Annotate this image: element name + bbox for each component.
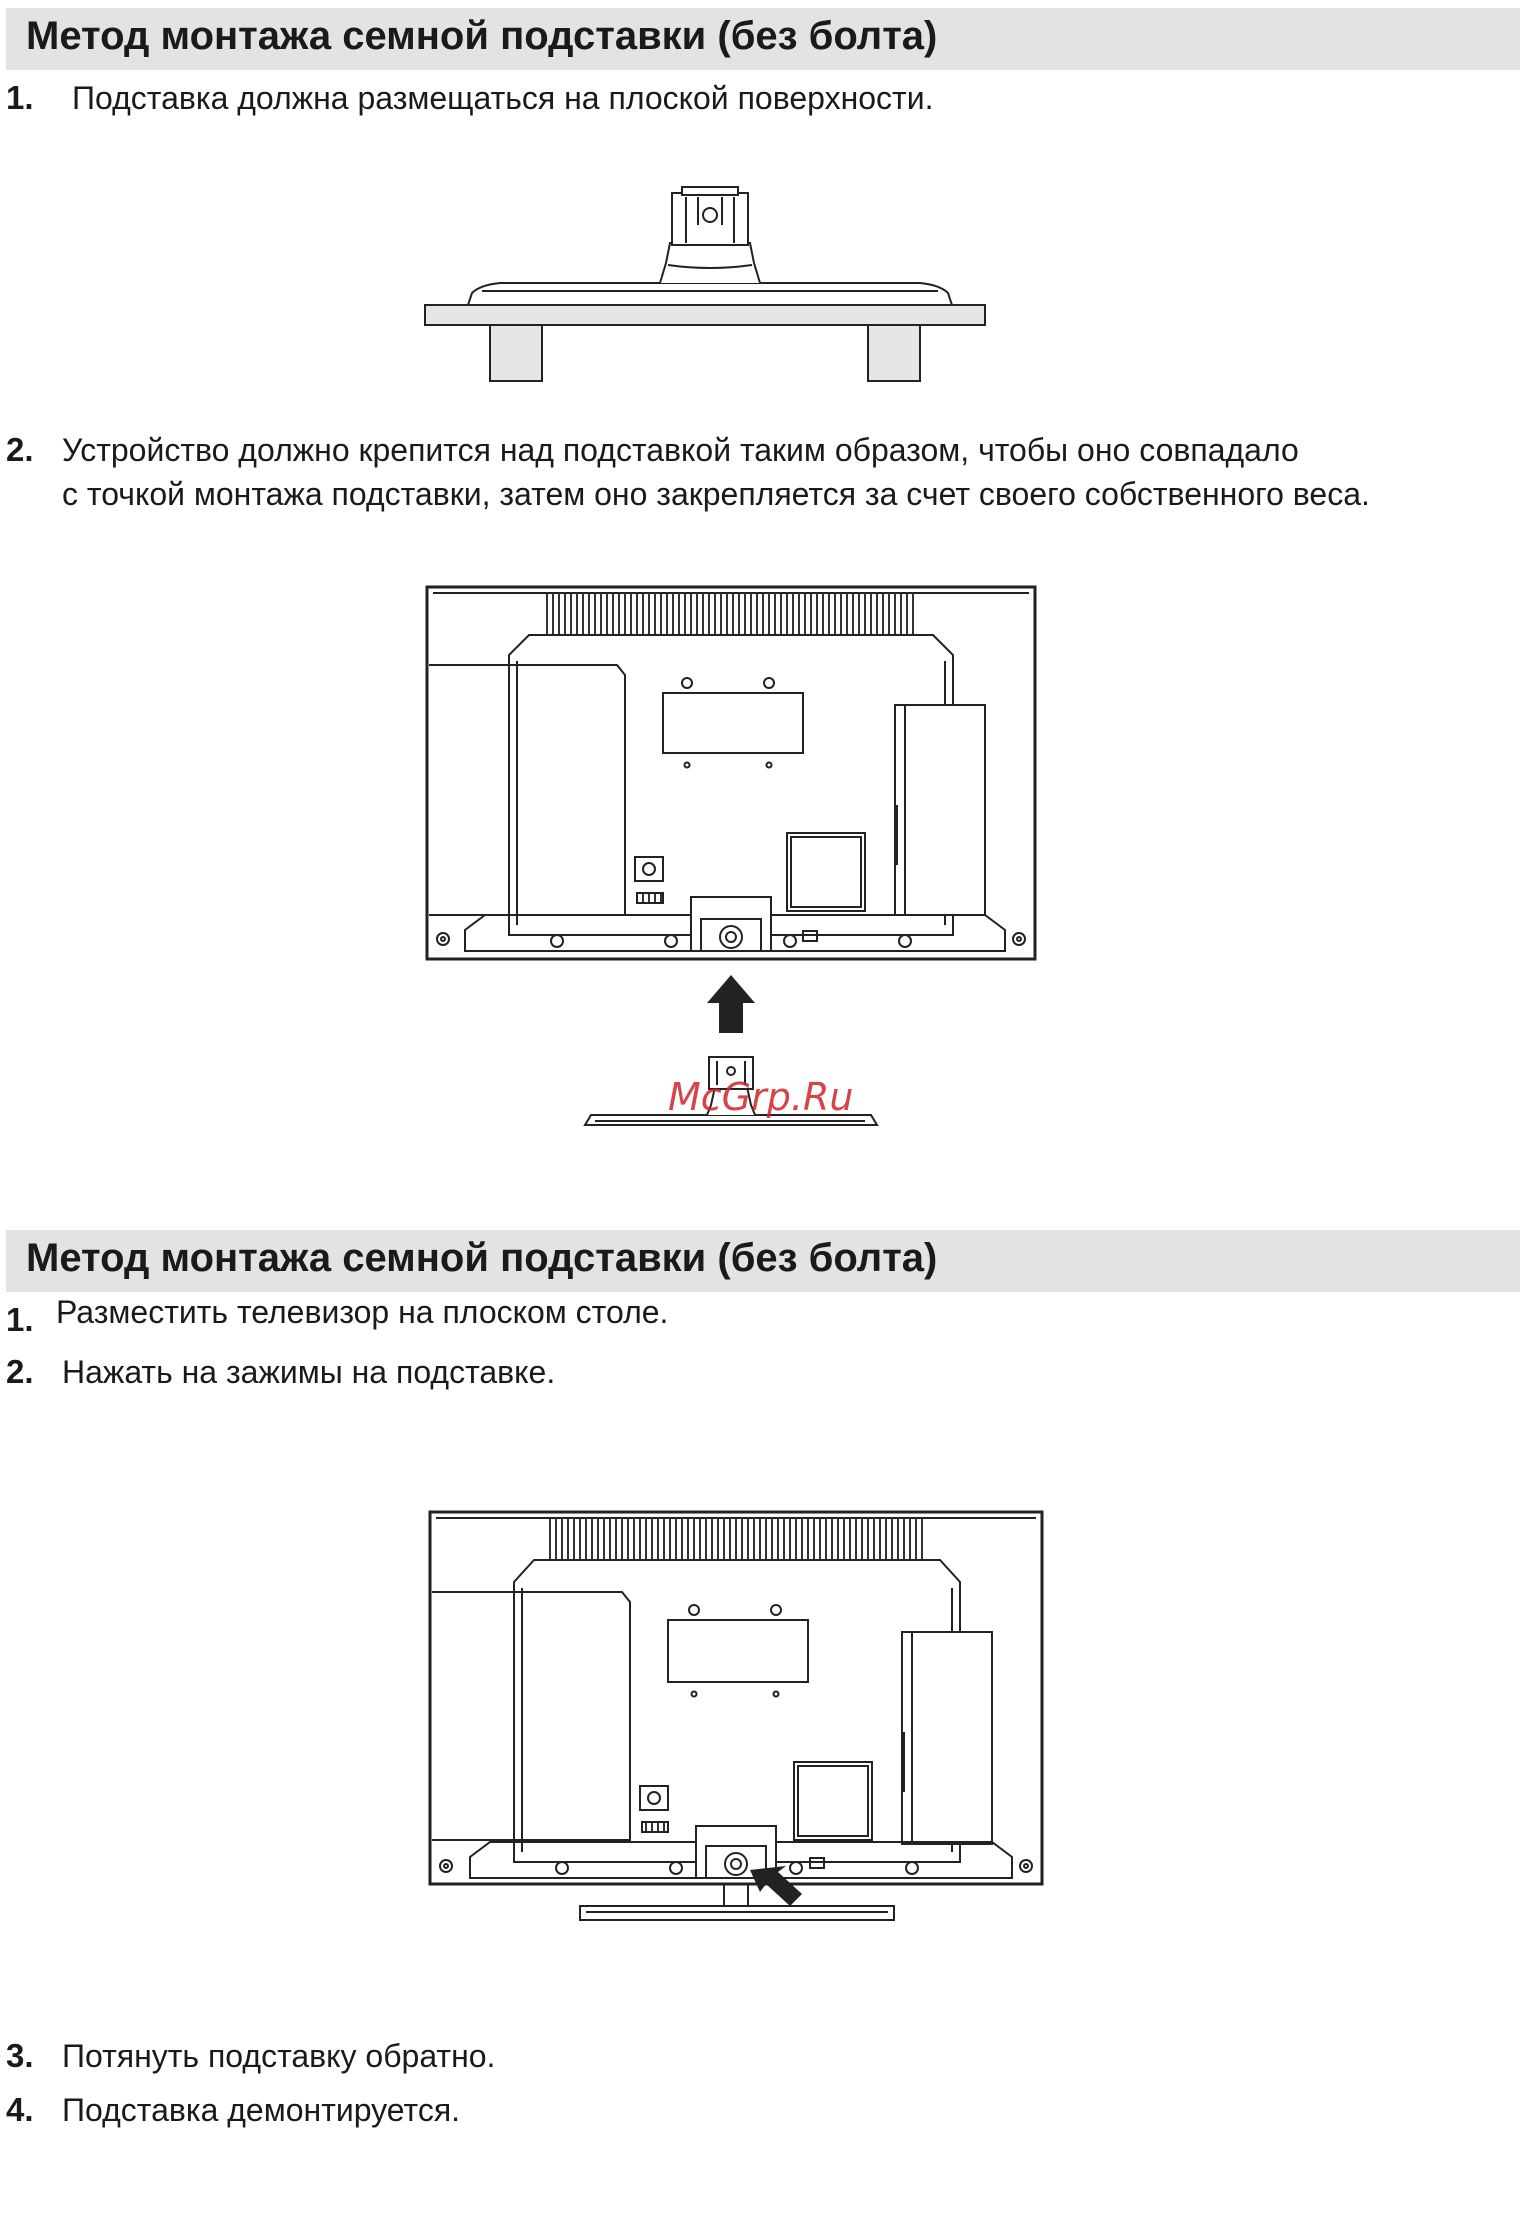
- watermark: McGrp.Ru: [668, 1075, 854, 1119]
- step-text: Подставка должна размещаться на плоской поверхности.: [72, 80, 934, 116]
- step-number: 1.: [6, 79, 34, 116]
- step-text: Устройство должно крепится над подставкой таким образом, чтобы оно совпадало: [62, 432, 1299, 468]
- section-2-header: [6, 1230, 1520, 1292]
- step-text: Потянуть подставку обратно.: [62, 2038, 496, 2074]
- step-number: 1.: [6, 1301, 34, 1338]
- step-text: Разместить телевизор на плоском столе.: [56, 1294, 669, 1330]
- figure-tv-attach-to-stand: [425, 585, 1045, 1135]
- step-number: 2.: [6, 1353, 34, 1390]
- section-1-header: [6, 8, 1520, 70]
- step-number: 3.: [6, 2037, 34, 2074]
- step-number: 2.: [6, 431, 34, 468]
- figure-press-stand-clips: [428, 1510, 1048, 1930]
- step-text: Подставка демонтируется.: [62, 2092, 461, 2128]
- section-1-title: Метод монтажа семной подставки (без болта): [26, 14, 938, 58]
- step-text: Нажать на зажимы на подставке.: [62, 1354, 556, 1390]
- figure-stand-on-surface: [420, 185, 1000, 385]
- step-text-line-2: с точкой монтажа подставки, затем оно закрепляется за счет своего собственного веса.: [62, 476, 1370, 512]
- step-number: 4.: [6, 2091, 34, 2128]
- section-1-step-2: [0, 428, 1523, 520]
- section-2-title: Метод монтажа семной подставки (без болта): [26, 1236, 938, 1280]
